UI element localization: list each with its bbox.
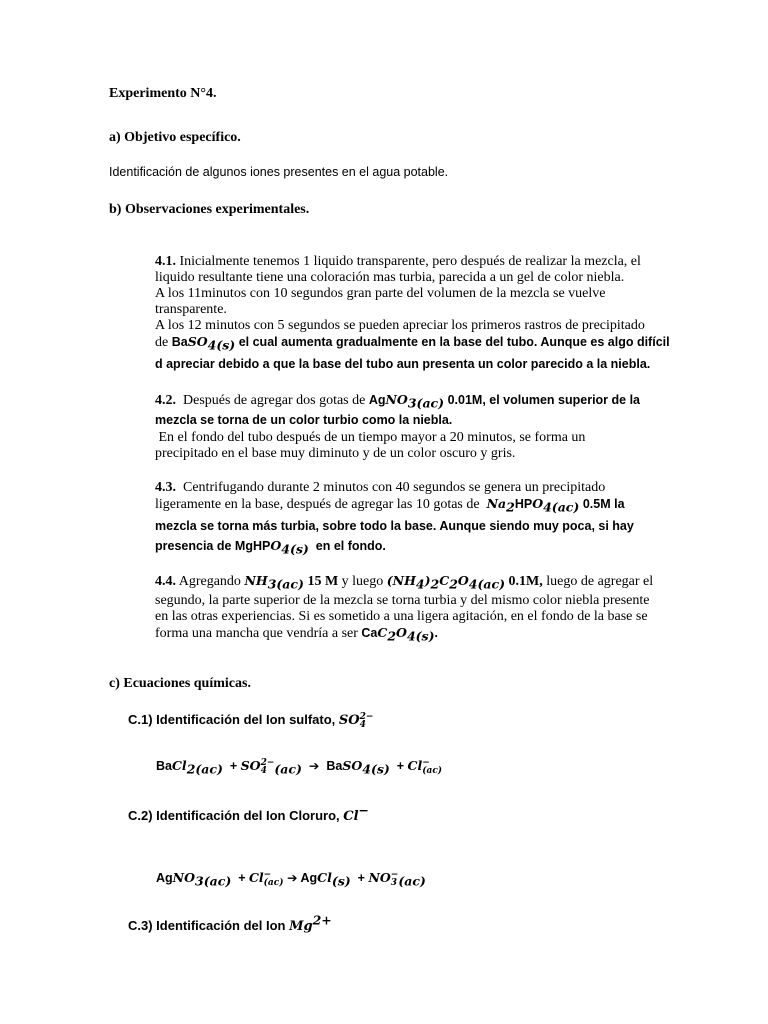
observation-label: 4.1. [155,254,176,269]
formula-nh4-2c2o4: $(NH_4)_2C_2O_{4(ac)}$ [386,573,506,592]
formula-baso4: BaSO$_{4(s)}$ [171,334,236,353]
equation-c1-heading: C.1) Identificación del Ion sulfato, SO 2− 4 [128,711,374,730]
formula-nh3: $NH_{3(ac)}$ [244,573,304,592]
section-observations-heading: b) Observaciones experimentales. [109,202,310,217]
equation-c2-heading: C.2) Identificación del Ion Cloruro, Cl− [128,802,370,824]
equation-c1: BaCl$_{2(ac)}$ + SO 2− 4 $_{(ac)}$ ➔ BaSO$_{4(s)}$ + Cl − (ac) [156,757,443,777]
reaction-arrow-icon: ➔ [286,871,298,885]
section-objective-heading: a) Objetivo específico. [109,130,241,145]
observation-label: 4.3. [155,480,176,495]
observation-label: 4.2. [155,393,176,408]
objective-text: Identificación de algunos iones presentes en el agua potable. [109,165,449,179]
observation-4-4: 4.4. Agregando $NH_{3(ac)}$ 15 M y luego $(NH_4)_2C_2O_{4(ac)}$ 0.1M, luego de agregar el segundo, la parte superior de la mezcla se torna turbia y del mismo color niebla presente en las otras experiencias. Si es sometido a una ligera agitación, en el fondo de la base se forma una mancha que vendría a ser $CaC_2O_{4(s)}$. [155,573,654,644]
observation-4-2: 4.2. Después de agregar dos gotas de AgNO$_{3(ac)}$ 0.01M, el volumen superior de la mezcla se torna de un color turbio como la niebla. En el fondo del tubo después de un tiempo mayor a 20 minutos, se forma un precipitado en el base muy diminuto y de un color oscuro y gris. [155,392,641,461]
observation-label: 4.4. [155,574,176,589]
section-equations-heading: c) Ecuaciones químicas. [109,676,251,691]
formula-mghpo4: MgHPO$_{4(s)}$ [234,538,309,557]
equation-c3-heading: C.3) Identificación del Ion $Mg^{2+}$ [128,912,332,934]
formula-cac2o4: $CaC_2O_{4(s)}$. [361,625,438,644]
observation-4-3: 4.3. Centrifugando durante 2 minutos con 40 segundos se genera un precipitado ligeramente en la base, después de agregar las 10 gotas de $Na_2HPO_{4(ac)}$ 0.5M la mezcla se torna más turbia, sobre todo la base. Aunque siendo muy poca, si hay presencia de MgHPO$_{4(s)}$ en el fondo. [155,480,634,557]
page-title: Experimento N°4. [109,86,217,101]
reaction-arrow-icon: ➔ [308,759,320,773]
equation-c2: AgNO$_{3(ac)}$ + Cl − (ac) ➔ AgCl$_{(s)}$ + NO − 3 $_{(ac)}$ [156,869,426,889]
formula-agno3: AgNO$_{3(ac)}$ [368,392,445,411]
observation-4-1: 4.1. Inicialmente tenemos 1 liquido transparente, pero después de realizar la mezcla, el liquido resultante tiene una coloración mas turbia, parecida a un gel de color niebla. A los 11minutos con 10 segundos gran parte del volumen de la mezcla se vuelve transparente. A los 12 minutos con 5 segundos se pueden apreciar los primeros rastros de precipitado de BaSO$_{4(s)}$ el cual aumenta gradualmente en la base del tubo. Aunque es algo difícil d apreciar debido a que la base del tubo aun presenta un color parecido a la niebla. [155,254,670,371]
formula-na2hpo4: $Na_2HPO_{4(ac)}$ [486,496,580,515]
